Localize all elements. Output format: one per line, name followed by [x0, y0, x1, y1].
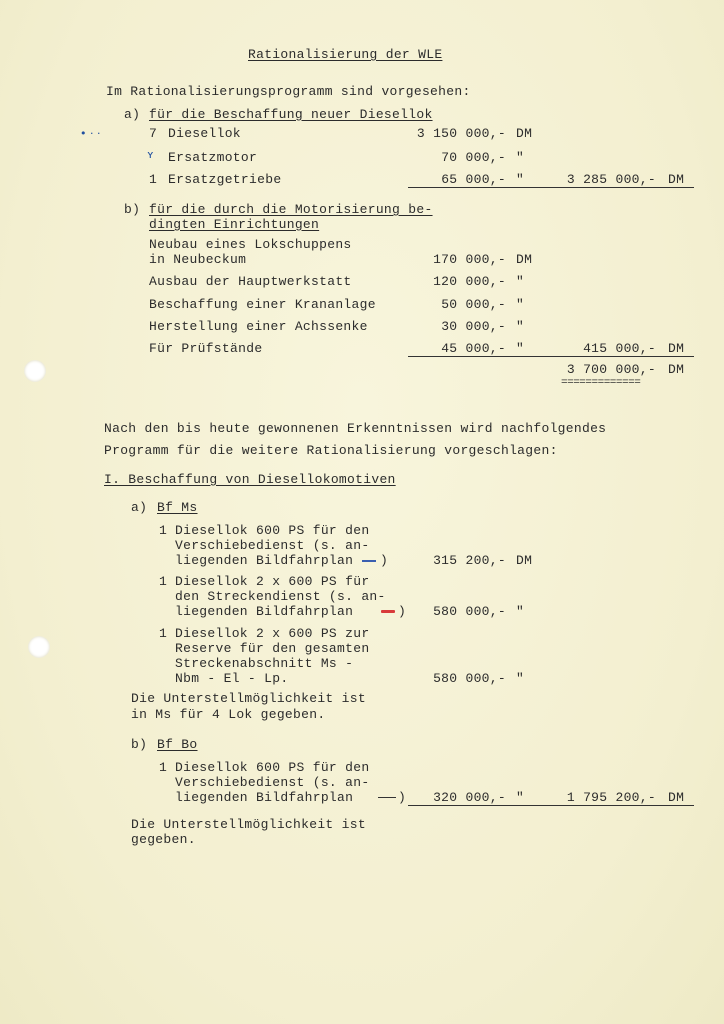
item-amount: 65 000,-	[441, 172, 506, 187]
check-mark-icon: ʏ	[147, 148, 154, 161]
item-text: Ersatzgetriebe	[168, 172, 282, 187]
item-line: liegenden Bildfahrplan	[175, 790, 354, 805]
item-qty: 7	[149, 126, 158, 141]
item-amount: 580 000,-	[433, 671, 506, 686]
item-line: liegenden Bildfahrplan	[175, 553, 354, 568]
note-text: Die Unterstellmöglichkeit ist	[131, 817, 366, 832]
item-line: Reserve für den gesamten	[175, 641, 370, 656]
item-text: Neubau eines Lokschuppens	[149, 237, 352, 252]
item-unit: DM	[516, 126, 533, 141]
item-unit: "	[516, 319, 525, 334]
item-qty: 1	[149, 172, 158, 187]
section-a-subtotal: 3 285 000,-	[566, 172, 656, 187]
sum-rule	[408, 187, 694, 188]
section-b-subtotal: 415 000,-	[583, 341, 656, 356]
item-text: Herstellung einer Achssenke	[149, 319, 368, 334]
paragraph-text: Nach den bis heute gewonnenen Erkenntnissen wird nachfolgendes	[104, 421, 607, 436]
section-b-heading: für die durch die Motorisierung be-	[149, 202, 433, 217]
item-text: Für Prüfstände	[149, 341, 263, 356]
item-amount: 315 200,-	[433, 553, 506, 568]
item-line: liegenden Bildfahrplan	[175, 604, 354, 619]
item-text: Beschaffung einer Krananlage	[149, 297, 376, 312]
item-amount: 120 000,-	[433, 274, 506, 289]
item-qty: 1	[159, 574, 168, 589]
item-amount: 70 000,-	[441, 150, 506, 165]
item-unit: "	[516, 341, 525, 356]
item-line: Diesellok 600 PS für den	[175, 760, 370, 775]
item-line: Nbm - El - Lp.	[175, 671, 289, 686]
paragraph-text: Programm für die weitere Rationalisierung vorgeschlagen:	[104, 443, 558, 458]
item-amount: 3 150 000,-	[416, 126, 506, 141]
item-amount: 50 000,-	[441, 297, 506, 312]
timetable-marker	[362, 553, 376, 568]
item-qty: 1	[159, 626, 168, 641]
item-line: Diesellok 600 PS für den	[175, 523, 370, 538]
sum-rule	[408, 805, 694, 806]
document-title: Rationalisierung der WLE	[248, 47, 443, 62]
item-text: Diesellok	[168, 126, 241, 141]
item-close: )	[380, 553, 389, 568]
item-line: Verschiebedienst (s. an-	[175, 538, 370, 553]
item-close: )	[398, 604, 407, 619]
section-b-heading: dingten Einrichtungen	[149, 217, 320, 232]
sum-rule	[408, 356, 694, 357]
item-text: Ersatzmotor	[168, 150, 258, 165]
bf-bo-label: b)	[131, 737, 148, 752]
item-unit: "	[516, 172, 525, 187]
part1-heading: I. Beschaffung von Diesellokomotiven	[104, 472, 396, 487]
item-amount: 320 000,-	[433, 790, 506, 805]
intro-text: Im Rationalisierungsprogramm sind vorgesehen:	[106, 84, 471, 99]
item-close: )	[398, 790, 407, 805]
item-line: Verschiebedienst (s. an-	[175, 775, 370, 790]
bf-ms-label: a)	[131, 500, 148, 515]
section-a-label: a)	[124, 107, 141, 122]
item-amount: 580 000,-	[433, 604, 506, 619]
check-mark-icon: • · ·	[80, 127, 101, 140]
punch-hole-bottom	[28, 636, 50, 658]
note-text: gegeben.	[131, 832, 196, 847]
item-line: Diesellok 2 x 600 PS für	[175, 574, 370, 589]
item-unit: DM	[516, 252, 533, 267]
double-rule: =============	[561, 377, 641, 389]
bf-ms-station: Bf Ms	[157, 500, 198, 515]
punch-hole-top	[24, 360, 46, 382]
bf-bo-total: 1 795 200,-	[566, 790, 656, 805]
item-qty	[149, 150, 157, 165]
item-unit: "	[516, 274, 525, 289]
section-b-label: b)	[124, 202, 141, 217]
section-b-subtotal-unit: DM	[668, 341, 685, 356]
item-amount: 45 000,-	[441, 341, 506, 356]
note-text: in Ms für 4 Lok gegeben.	[131, 707, 326, 722]
item-text: Ausbau der Hauptwerkstatt	[149, 274, 352, 289]
section-a-subtotal-unit: DM	[668, 172, 685, 187]
item-unit: "	[516, 671, 525, 686]
item-unit: "	[516, 150, 525, 165]
item-qty: 1	[159, 523, 168, 538]
item-line: Streckenabschnitt Ms -	[175, 656, 354, 671]
item-unit: "	[516, 790, 525, 805]
item-line: den Streckendienst (s. an-	[175, 589, 386, 604]
grand-total: 3 700 000,-	[566, 362, 656, 377]
section-a-heading: für die Beschaffung neuer Diesellok	[149, 107, 433, 122]
blue-line-marker-icon	[362, 560, 376, 562]
grand-total-unit: DM	[668, 362, 685, 377]
bf-bo-total-unit: DM	[668, 790, 685, 805]
item-line: Diesellok 2 x 600 PS zur	[175, 626, 370, 641]
note-text: Die Unterstellmöglichkeit ist	[131, 691, 366, 706]
item-qty: 1	[159, 760, 168, 775]
item-text: in Neubeckum	[149, 252, 247, 267]
item-unit: "	[516, 604, 525, 619]
item-unit: "	[516, 297, 525, 312]
bf-bo-station: Bf Bo	[157, 737, 198, 752]
item-unit: DM	[516, 553, 533, 568]
item-amount: 170 000,-	[433, 252, 506, 267]
item-amount: 30 000,-	[441, 319, 506, 334]
